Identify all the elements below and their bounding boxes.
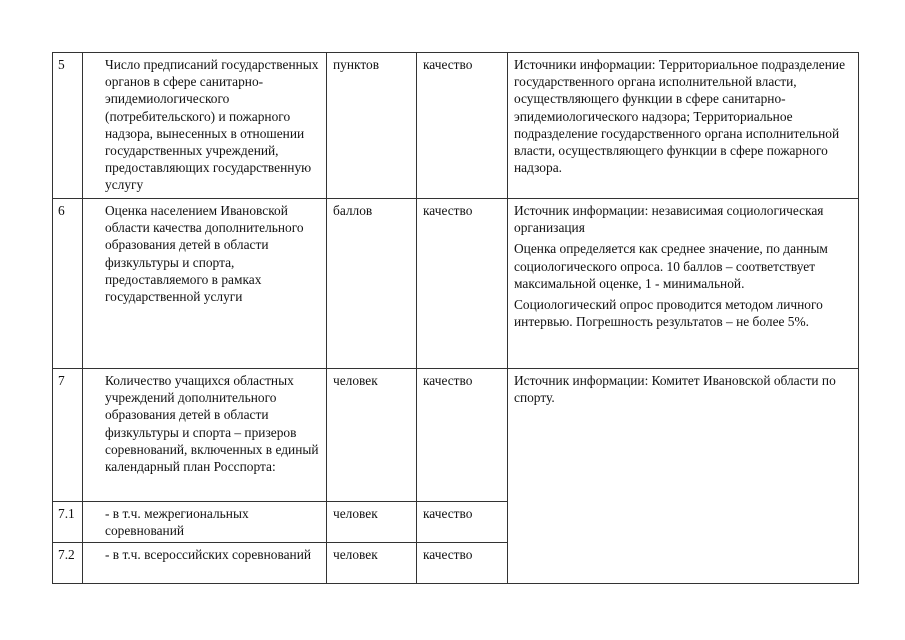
source-paragraph: Источник информации: Комитет Ивановской области по спорту. — [514, 373, 836, 406]
row-number: 6 — [53, 199, 83, 369]
indicator-type: качество — [417, 369, 508, 502]
information-source — [508, 369, 859, 584]
indicator-type: качество — [417, 53, 508, 199]
table-row — [53, 369, 859, 502]
information-source — [508, 199, 859, 369]
row-number: 7.1 — [53, 502, 83, 543]
indicator-name: - в т.ч. межрегиональных соревнований — [83, 502, 327, 543]
indicator-type: качество — [417, 543, 508, 584]
unit-of-measure: баллов — [327, 199, 417, 369]
row-number: 5 — [53, 53, 83, 199]
unit-of-measure: человек — [327, 543, 417, 584]
table-row — [53, 199, 859, 369]
indicator-type: качество — [417, 502, 508, 543]
table-row — [53, 53, 859, 199]
row-number: 7 — [53, 369, 83, 502]
unit-of-measure: человек — [327, 369, 417, 502]
indicator-name: Количество учащихся областных учреждений дополнительного образования детей в области физкультуры и спорта – призеров соревнований, включенных в единый календарный план Росспорта: — [83, 369, 327, 502]
indicator-name: Число предписаний государственных органов в сфере санитарно-эпидемиологического (потребительского) и пожарного надзора, вынесенных в отношении государственных учреждений, предоставляющих государственную услугу — [83, 53, 327, 199]
row-number: 7.2 — [53, 543, 83, 584]
source-paragraph: Оценка определяется как среднее значение, по данным социологического опроса. 10 баллов – соответствует максимальной оценке, 1 - минимальной. — [514, 241, 828, 291]
indicator-type: качество — [417, 199, 508, 369]
unit-of-measure: пунктов — [327, 53, 417, 199]
unit-of-measure: человек — [327, 502, 417, 543]
indicator-name: Оценка населением Ивановской области качества дополнительного образования детей в области физкультуры и спорта, предоставляемого в рамках государственной услуги — [83, 199, 327, 369]
source-paragraph: Источники информации: Территориальное подразделение государственного органа исполнительной власти, осуществляющего функции в сфере санитарно-эпидемиологического надзора; Территориальное подразделение государственного органа исполнительной власти, осуществляющего функции в сфере пожарного надзора. — [514, 57, 846, 176]
source-paragraph: Источник информации: независимая социологическая организация — [514, 203, 824, 236]
indicator-name: - в т.ч. всероссийских соревнований — [83, 543, 327, 584]
information-source — [508, 53, 859, 199]
indicators-table — [52, 52, 859, 584]
source-paragraph: Социологический опрос проводится методом личного интервью. Погрешность результатов – не более 5%. — [514, 297, 823, 330]
